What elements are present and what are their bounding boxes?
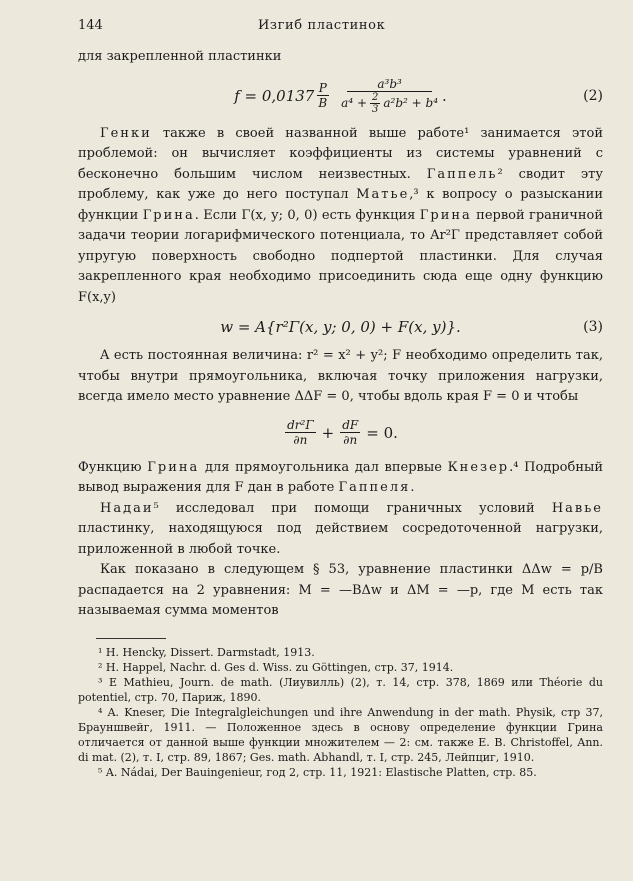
page-number: 144 (78, 18, 103, 33)
footnote-2: ² H. Happel, Nachr. d. Ges d. Wiss. zu Göttingen, стр. 37, 1914. (98, 660, 454, 674)
running-title: Изгиб пластинок (258, 18, 386, 33)
equation-3 (78, 312, 603, 342)
paragraph-nadai: Надаи⁵ исследовал при помощи граничных условий Навье пластинку, находящуюся под действием сосредоточенной нагрузки, приложенной в любой точке. (78, 500, 603, 557)
intro-line: для закрепленной пластинки (78, 49, 282, 64)
equation-boundary: $\frac{\text{dr²Γ}}{\partial n}$ + $\frac{dF}{\partial n}$ = 0. (287, 418, 398, 447)
footnote-3: ³ E Mathieu, Journ. de math. (Лиувилль) (2), т. 14, стр. 378, 1869 или Théorie du potentiel, стр. 70, Париж, 1890. (78, 675, 603, 704)
eq2-frac-main: a³b³ a⁴ + $\frac{2}{3}$ a²b² + b⁴ (341, 76, 439, 115)
eq3-formula: w = A{r²Γ(x, y; 0, 0) + F(x, y)}. (220, 318, 461, 336)
eq2-lhs: f = 0,0137 (234, 86, 315, 105)
body-text (78, 47, 603, 622)
footnote-4: ⁴ A. Kneser, Die Integralgleichungen und ihre Anwendung in der math. Physik, стр 37, Брауншвейг, 1911. — Положенное здесь в основу определение функции Грина отличается от данной выше функции множителем — 2: см. также E. B. Christoffel, Ann. di mat. (2), т. I, стр. 89, 1867; Ges. math. Abhandl, т. I, стр. 245, Лейпциг, 1910. (78, 705, 603, 764)
eq2-frac-p-b: $\frac{P}{B}$ (318, 81, 328, 110)
eq2-number: (2) (583, 87, 603, 104)
equation-2: f = 0,0137 $\frac{P}{B}$ a³b³ a⁴ + $\frac{2}{3}$ a²b² + b⁴ . (2) (234, 76, 603, 115)
paragraph-hencky: Генки также в своей названной выше работе¹ занимается этой проблемой: он вычисляет коэффициенты из системы уравнений с бесконечно большим числом неизвестных. Гаппель² сводит эту проблему, как уже до него поступал Матье,³ к вопросу о разыскании функции Грина. Если Γ(x, y; 0, 0) есть функция Грина первой граничной задачи теории логарифмического потенциала, то Ar²Γ представляет собой упругую поверхность свободно подпертой пластинки. Для случая закрепленного края необходимо присоединить сюда еще одну функцию F(x,y) (78, 125, 604, 305)
paragraph-constant: A есть постоянная величина: r² = x² + y²; F необходимо определить так, чтобы внутри прямоугольника, включая точку приложения нагрузки, всегда имело место уравнение ΔΔF = 0, чтобы вдоль края F = 0 и чтобы (78, 348, 603, 404)
footnotes (78, 645, 603, 780)
footnote-1: ¹ H. Hencky, Dissert. Darmstadt, 1913. (98, 645, 315, 659)
running-head (78, 18, 603, 33)
paragraph-section-53: Как показано в следующем § 53, уравнение пластинки ΔΔw = p/B распадается на 2 уравнения: M = —BΔw и ΔM = —p, где M есть так называемая сумма моментов (78, 562, 603, 618)
footnote-rule (96, 638, 166, 639)
paragraph-green: Функцию Грина для прямоугольника дал впервые Кнезер.⁴ Подробный вывод выражения для F дан в работе Гаппеля. (78, 459, 603, 495)
eq3-number: (3) (583, 319, 603, 335)
footnote-5: ⁵ A. Nádai, Der Bauingenieur, год 2, стр. 11, 1921: Elastische Platten, стр. 85. (98, 765, 537, 779)
